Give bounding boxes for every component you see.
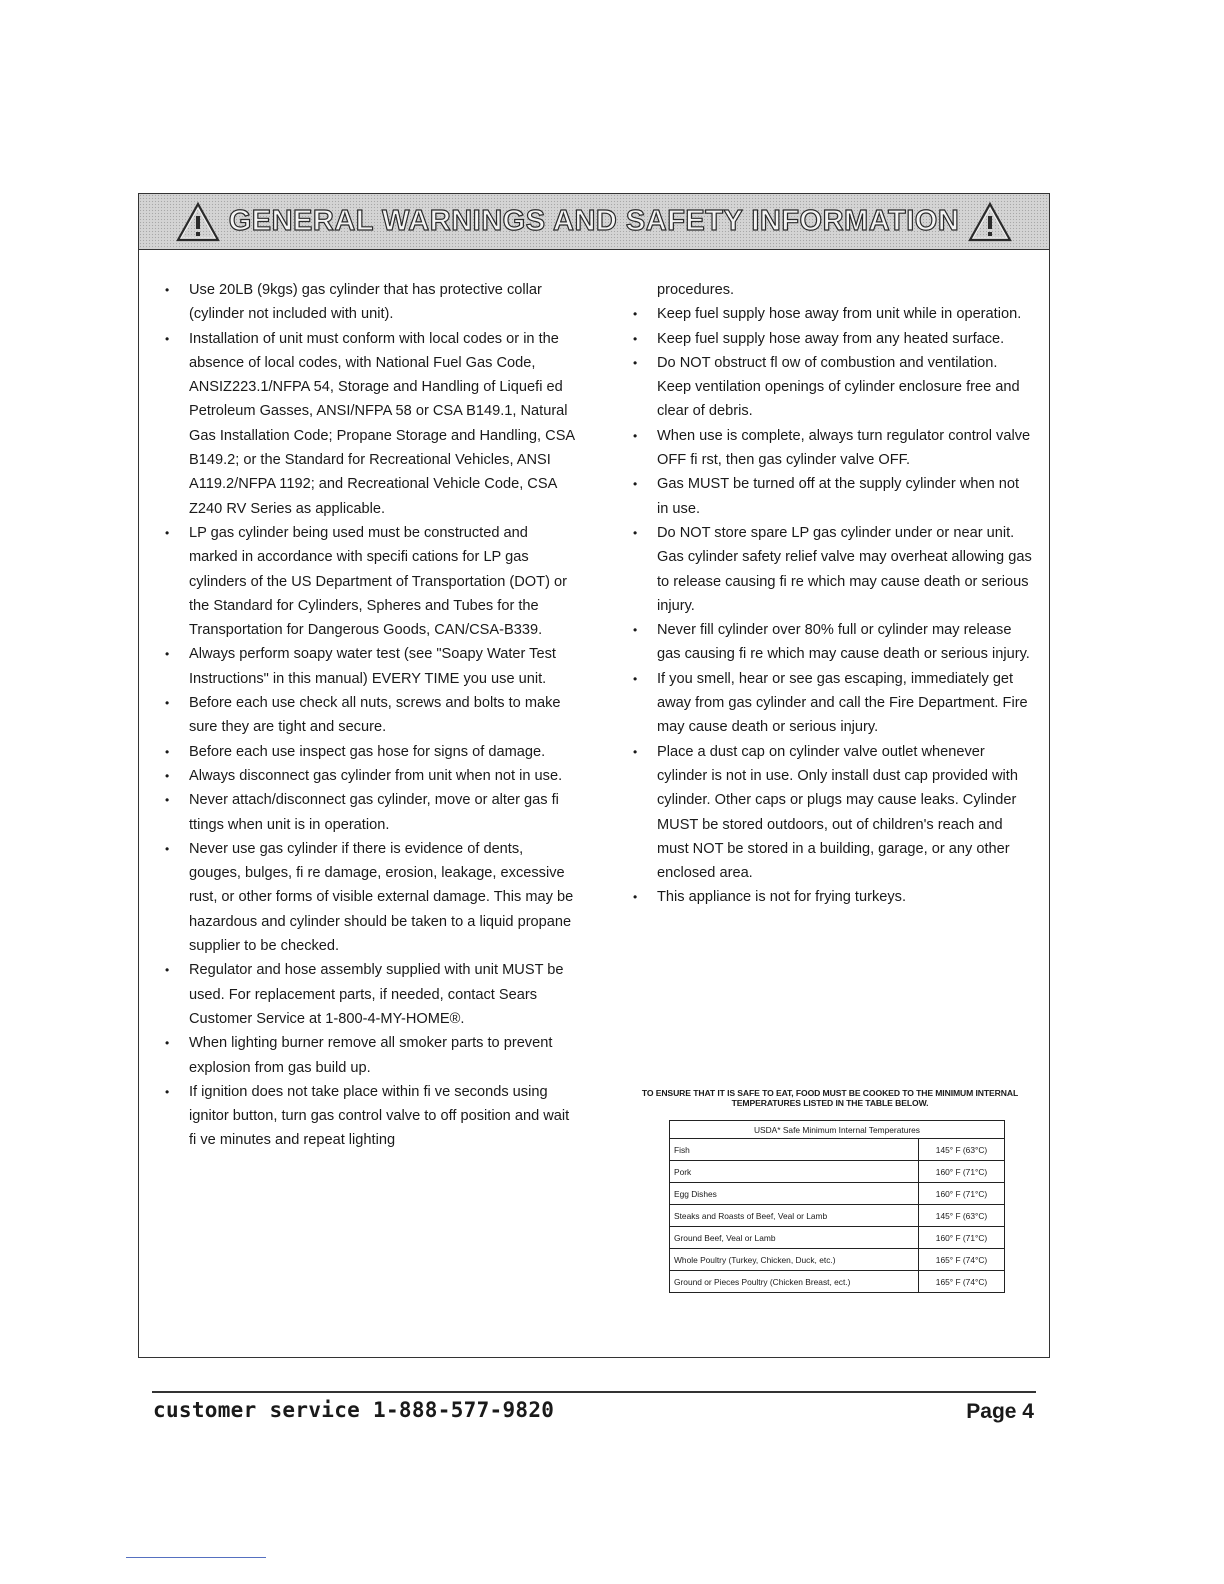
table-row — [670, 1205, 1005, 1227]
warning-item: • Before each use check all nuts, screws and bolts to make sure they are tight and secure. — [165, 691, 575, 740]
temp-cell: 160° F (71°C) — [919, 1161, 1005, 1183]
temp-cell: 165° F (74°C) — [919, 1249, 1005, 1271]
warning-item: • This appliance is not for frying turkeys. — [633, 885, 1033, 909]
warning-item: • Keep fuel supply hose away from unit while in operation. — [633, 302, 1033, 326]
temp-cell: 145° F (63°C) — [919, 1139, 1005, 1161]
warning-item: • Never use gas cylinder if there is evidence of dents, gouges, bulges, fi re damage, erosion, leakage, excessive rust, or other forms of visible external damage. This may be hazardous and cylinder should be taken to a liquid propane supplier to be checked. — [165, 837, 575, 958]
table-row — [670, 1227, 1005, 1249]
temperature-section — [623, 1088, 1037, 1293]
footer-divider — [152, 1391, 1036, 1393]
temp-cell: 160° F (71°C) — [919, 1183, 1005, 1205]
table-header: USDA* Safe Minimum Internal Temperatures — [670, 1121, 1005, 1139]
food-cell: Pork — [670, 1161, 919, 1183]
warning-triangle-icon — [967, 201, 1013, 243]
warning-item: • Always perform soapy water test (see "Soapy Water Test Instructions" in this manual) EVERY TIME you use unit. — [165, 642, 575, 691]
warning-item: • Always disconnect gas cylinder from unit when not in use. — [165, 764, 575, 788]
page-number: Page 4 — [966, 1400, 1034, 1423]
warning-item: • Never attach/disconnect gas cylinder, move or alter gas fi ttings when unit is in operation. — [165, 788, 575, 837]
warning-item: • Never fill cylinder over 80% full or cylinder may release gas causing fi re which may cause death or serious injury. — [633, 618, 1033, 667]
temp-cell: 145° F (63°C) — [919, 1205, 1005, 1227]
table-row — [670, 1161, 1005, 1183]
right-warning-list — [633, 302, 1033, 909]
warning-item: • Use 20LB (9kgs) gas cylinder that has protective collar (cylinder not included with unit). — [165, 278, 575, 327]
warning-item: • If ignition does not take place within fi ve seconds using ignitor button, turn gas control valve to off position and wait fi ve minutes and repeat lighting — [165, 1080, 575, 1153]
banner-title: GENERAL WARNINGS AND SAFETY INFORMATION — [228, 205, 960, 237]
warning-item: • LP gas cylinder being used must be constructed and marked in accordance with specifi cations for LP gas cylinders of the US Department of Transportation (DOT) or the Standard for Cylinders, Spheres and Tubes for the Transportation for Dangerous Goods, CAN/CSA-B339. — [165, 521, 575, 642]
temperature-table — [669, 1120, 1005, 1293]
right-column — [633, 278, 1033, 910]
warning-item: • Place a dust cap on cylinder valve outlet whenever cylinder is not in use. Only install dust cap provided with cylinder. Other caps or plugs may cause leaks. Cylinder MUST be stored outdoors, out of children's reach and must NOT be stored in a building, garage, or any other enclosed area. — [633, 740, 1033, 886]
food-cell: Whole Poultry (Turkey, Chicken, Duck, etc.) — [670, 1249, 919, 1271]
table-row — [670, 1183, 1005, 1205]
warning-item: • When lighting burner remove all smoker parts to prevent explosion from gas build up. — [165, 1031, 575, 1080]
food-cell: Ground or Pieces Poultry (Chicken Breast, ect.) — [670, 1271, 919, 1293]
warning-item: • Keep fuel supply hose away from any heated surface. — [633, 327, 1033, 351]
table-row — [670, 1139, 1005, 1161]
table-row — [670, 1249, 1005, 1271]
warning-item: • Do NOT obstruct fl ow of combustion and ventilation. Keep ventilation openings of cylinder enclosure free and clear of debris. — [633, 351, 1033, 424]
customer-service-line: customer service 1-888-577-9820 — [153, 1398, 555, 1422]
bottom-edge-line — [126, 1557, 266, 1558]
warning-item: • Installation of unit must conform with local codes or in the absence of local codes, with National Fuel Gas Code, ANSIZ223.1/NFPA 54, Storage and Handling of Liquefi ed Petroleum Gasses, ANSI/NFPA 58 or CSA B149.1, Natural Gas Installation Code; Propane Storage and Handling, CSA B149.2; or the Standard for Recreational Vehicles, ANSI A119.2/NFPA 1192; and Recreational Vehicle Code, CSA Z240 RV Series as applicable. — [165, 327, 575, 521]
left-warning-list — [165, 278, 575, 1153]
warning-triangle-icon — [175, 201, 221, 243]
table-row — [670, 1271, 1005, 1293]
food-cell: Ground Beef, Veal or Lamb — [670, 1227, 919, 1249]
warnings-frame — [138, 193, 1050, 1358]
left-column — [165, 278, 575, 1153]
continued-text: procedures. — [657, 282, 735, 298]
warning-item: • When use is complete, always turn regulator control valve OFF fi rst, then gas cylinder valve OFF. — [633, 424, 1033, 473]
warnings-banner — [139, 194, 1049, 250]
food-cell: Egg Dishes — [670, 1183, 919, 1205]
warning-item: • If you smell, hear or see gas escaping, immediately get away from gas cylinder and call the Fire Department. Fire may cause death or serious injury. — [633, 667, 1033, 740]
food-cell: Fish — [670, 1139, 919, 1161]
warning-item: • Before each use inspect gas hose for signs of damage. — [165, 740, 575, 764]
warning-item: • Do NOT store spare LP gas cylinder under or near unit. Gas cylinder safety relief valve may overheat allowing gas to release causing fi re which may cause death or serious injury. — [633, 521, 1033, 618]
warning-item: • Regulator and hose assembly supplied with unit MUST be used. For replacement parts, if needed, contact Sears Customer Service at 1-800-4-MY-HOME®. — [165, 958, 575, 1031]
temp-cell: 165° F (74°C) — [919, 1271, 1005, 1293]
temp-cell: 160° F (71°C) — [919, 1227, 1005, 1249]
temperature-note: TO ENSURE THAT IT IS SAFE TO EAT, FOOD MUST BE COOKED TO THE MINIMUM INTERNAL TEMPERATURES LISTED IN THE TABLE BELOW. — [641, 1088, 1019, 1108]
warning-item: • Gas MUST be turned off at the supply cylinder when not in use. — [633, 472, 1033, 521]
food-cell: Steaks and Roasts of Beef, Veal or Lamb — [670, 1205, 919, 1227]
